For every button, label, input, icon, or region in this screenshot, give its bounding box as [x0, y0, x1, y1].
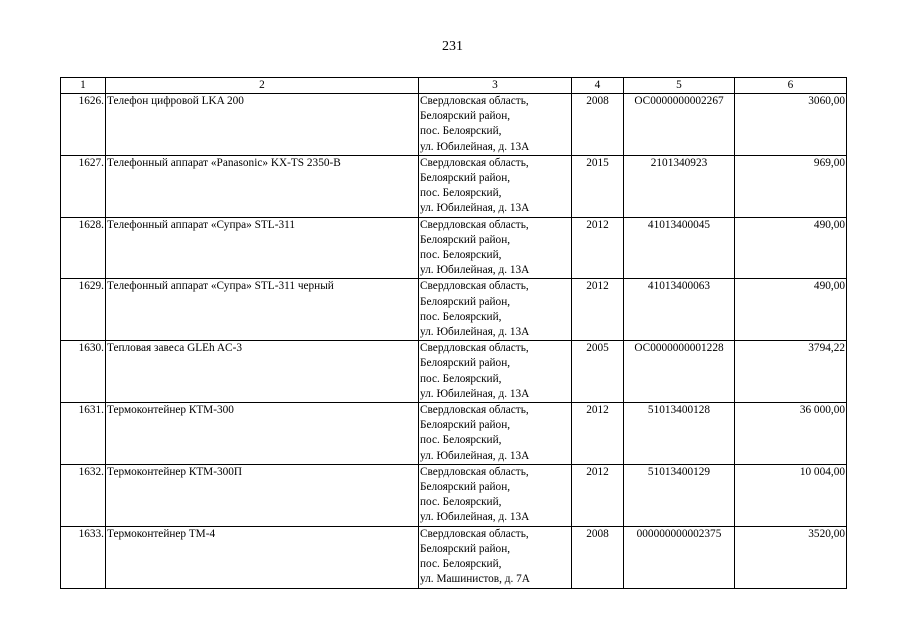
inventory-number: 41013400045	[624, 217, 735, 279]
column-header-year: 4	[572, 78, 624, 94]
table-row	[61, 217, 847, 279]
address-line: Белоярский район,	[420, 295, 511, 308]
item-year: 2012	[572, 217, 624, 279]
address-line: Белоярский район,	[420, 233, 511, 246]
address-line: ул. Юбилейная, д. 13А	[420, 449, 530, 462]
address-line: пос. Белоярский,	[420, 310, 502, 323]
address-line: ул. Юбилейная, д. 13А	[420, 202, 530, 215]
header-row	[61, 78, 847, 94]
item-address	[419, 341, 572, 403]
address-line: Белоярский район,	[420, 357, 511, 370]
row-number: 1628.	[61, 217, 106, 279]
address-line: пос. Белоярский,	[420, 125, 502, 138]
item-address	[419, 217, 572, 279]
address-line: пос. Белоярский,	[420, 496, 502, 509]
item-name: Телефонный аппарат «Супра» STL-311	[106, 217, 419, 279]
column-header-cost: 6	[735, 78, 847, 94]
inventory-number: 51013400129	[624, 464, 735, 526]
item-year: 2008	[572, 94, 624, 156]
inventory-number: ОС0000000002267	[624, 94, 735, 156]
item-name: Телефонный аппарат «Супра» STL-311 черный	[106, 279, 419, 341]
item-address	[419, 526, 572, 588]
item-cost: 3060,00	[735, 94, 847, 156]
item-address	[419, 464, 572, 526]
item-address	[419, 403, 572, 465]
address-line: Белоярский район,	[420, 419, 511, 432]
table-row	[61, 526, 847, 588]
address-line: Свердловская область,	[420, 342, 529, 355]
item-name: Термоконтейнер КТМ-300П	[106, 464, 419, 526]
table-row	[61, 464, 847, 526]
address-line: пос. Белоярский,	[420, 249, 502, 262]
table-row	[61, 403, 847, 465]
address-line: пос. Белоярский,	[420, 558, 502, 571]
address-line: Белоярский район,	[420, 172, 511, 185]
address-line: Свердловская область,	[420, 404, 529, 417]
item-cost: 490,00	[735, 217, 847, 279]
inventory-number: 2101340923	[624, 155, 735, 217]
inventory-number: 51013400128	[624, 403, 735, 465]
column-header-address: 3	[419, 78, 572, 94]
address-line: Белоярский район,	[420, 110, 511, 123]
item-year: 2012	[572, 464, 624, 526]
item-year: 2012	[572, 279, 624, 341]
address-line: Свердловская область,	[420, 95, 529, 107]
address-line: пос. Белоярский,	[420, 187, 502, 200]
row-number: 1633.	[61, 526, 106, 588]
address-line: Белоярский район,	[420, 481, 511, 494]
item-name: Термоконтейнер ТМ-4	[106, 526, 419, 588]
item-cost: 10 004,00	[735, 464, 847, 526]
address-line: ул. Юбилейная, д. 13А	[420, 264, 530, 277]
address-line: ул. Машинистов, д. 7А	[420, 573, 530, 586]
inventory-number: 41013400063	[624, 279, 735, 341]
row-number: 1632.	[61, 464, 106, 526]
item-cost: 3520,00	[735, 526, 847, 588]
item-name: Тепловая завеса GLEh AC-3	[106, 341, 419, 403]
address-line: ул. Юбилейная, д. 13А	[420, 387, 530, 400]
address-line: ул. Юбилейная, д. 13А	[420, 140, 530, 153]
item-year: 2008	[572, 526, 624, 588]
item-cost: 490,00	[735, 279, 847, 341]
address-line: Свердловская область,	[420, 156, 529, 169]
property-registry-table	[60, 77, 847, 589]
row-number: 1629.	[61, 279, 106, 341]
address-line: ул. Юбилейная, д. 13А	[420, 326, 530, 339]
table-row	[61, 341, 847, 403]
item-year: 2015	[572, 155, 624, 217]
address-line: Свердловская область,	[420, 218, 529, 231]
inventory-number: ОС0000000001228	[624, 341, 735, 403]
address-line: ул. Юбилейная, д. 13А	[420, 511, 530, 524]
column-header-inventory: 5	[624, 78, 735, 94]
item-name: Телефонный аппарат «Panasonic» KX-TS 2350-B	[106, 155, 419, 217]
item-year: 2005	[572, 341, 624, 403]
item-year: 2012	[572, 403, 624, 465]
table-row	[61, 155, 847, 217]
inventory-number: 000000000002375	[624, 526, 735, 588]
row-number: 1626.	[61, 94, 106, 156]
address-line: Белоярский район,	[420, 542, 511, 555]
address-line: пос. Белоярский,	[420, 434, 502, 447]
item-name: Телефон цифровой LKA 200	[106, 94, 419, 156]
item-cost: 36 000,00	[735, 403, 847, 465]
table-row	[61, 94, 847, 156]
table-row	[61, 279, 847, 341]
address-line: Свердловская область,	[420, 280, 529, 293]
item-cost: 3794,22	[735, 341, 847, 403]
item-address	[419, 155, 572, 217]
address-line: пос. Белоярский,	[420, 372, 502, 385]
address-line: Свердловская область,	[420, 527, 529, 540]
row-number: 1627.	[61, 155, 106, 217]
row-number: 1630.	[61, 341, 106, 403]
item-address	[419, 279, 572, 341]
item-name: Термоконтейнер КТМ-300	[106, 403, 419, 465]
column-header-name: 2	[106, 78, 419, 94]
column-header-number: 1	[61, 78, 106, 94]
row-number: 1631.	[61, 403, 106, 465]
page-number: 231	[442, 39, 463, 54]
item-cost: 969,00	[735, 155, 847, 217]
item-address	[419, 94, 572, 156]
address-line: Свердловская область,	[420, 465, 529, 478]
